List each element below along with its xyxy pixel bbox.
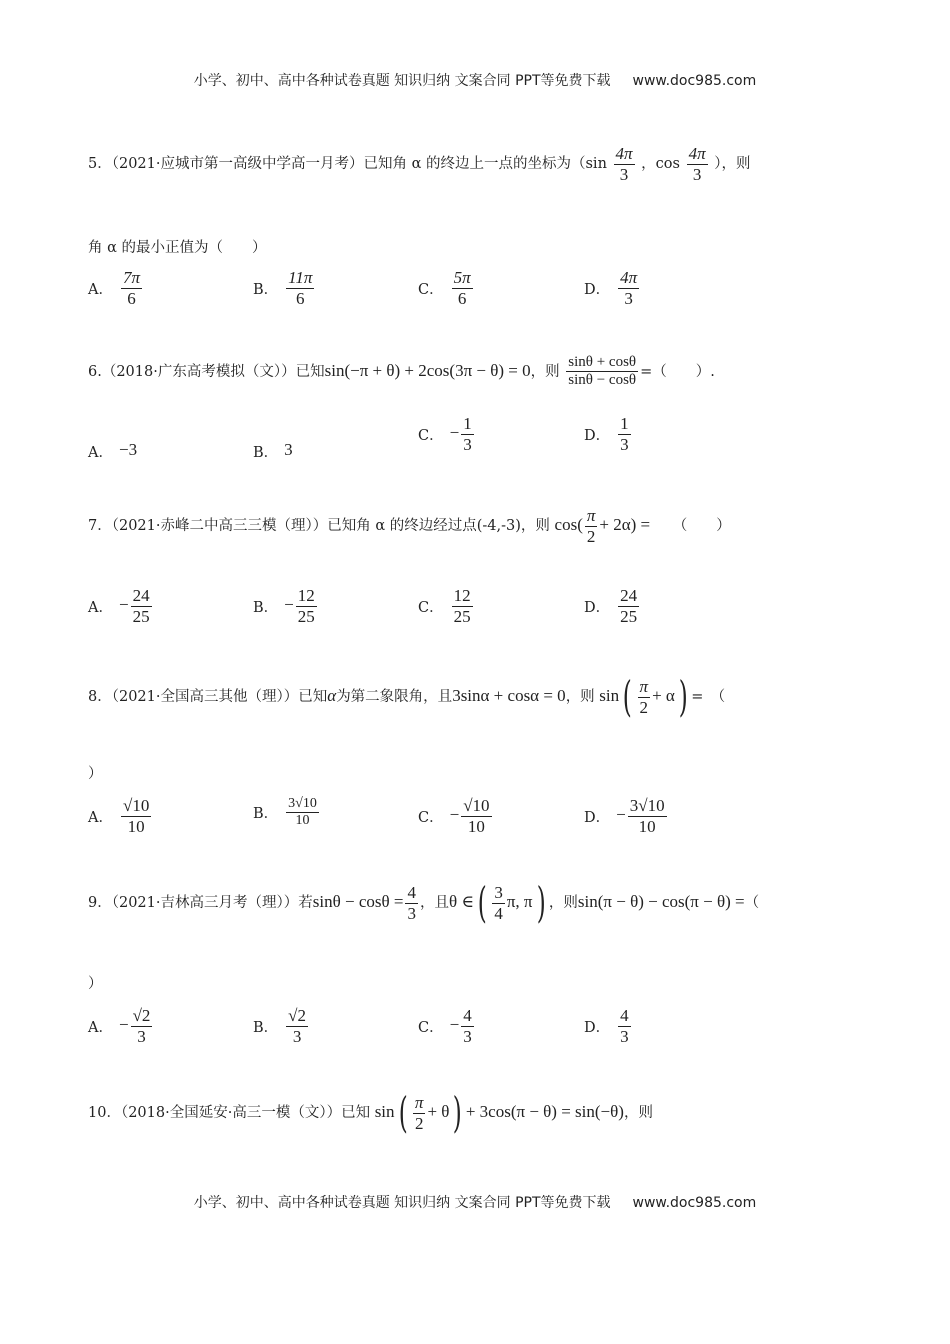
option-num: 4 xyxy=(463,1006,472,1025)
q6-tail: =（ ）. xyxy=(640,363,715,380)
option-label: C． xyxy=(418,599,444,616)
option-den: 3 xyxy=(620,1026,629,1046)
option-den: 10 xyxy=(467,816,485,836)
option-label: C． xyxy=(418,1019,444,1036)
q10-frac-num: π xyxy=(414,1092,424,1112)
footer-text: 小学、初中、高中各种试卷真题 知识归纳 文案合同 PPT等免费下载 xyxy=(193,1195,611,1211)
header-text: 小学、初中、高中各种试卷真题 知识归纳 文案合同 PPT等免费下载 xyxy=(193,73,611,89)
q5-frac-2 xyxy=(687,144,708,184)
option-frac xyxy=(452,268,473,308)
option-frac xyxy=(461,796,491,836)
q7-cos-post: + 2α) = xyxy=(599,515,651,535)
option-label: B． xyxy=(253,806,279,823)
q8-option-a[interactable] xyxy=(88,796,153,836)
option-sign: − xyxy=(449,805,460,825)
q6-text: 6.（2018·广东高考模拟（文））已知 xyxy=(88,363,325,380)
option-den: 10 xyxy=(638,816,656,836)
q9-frac-den: 3 xyxy=(407,903,416,923)
q5-frac-2-num: 4π xyxy=(688,144,706,163)
option-label: A． xyxy=(88,1019,113,1036)
option-den: 6 xyxy=(127,288,136,308)
q9-paren-close: ) xyxy=(536,878,546,927)
option-label: A． xyxy=(88,809,113,826)
q9-line2: ） xyxy=(88,976,103,992)
q10-tail: ，则 xyxy=(623,1105,653,1121)
q8-alpha: α xyxy=(327,686,337,705)
q9-eq-pre: sinθ − cosθ = xyxy=(312,892,404,911)
option-frac xyxy=(461,414,474,454)
q7-frac-num: π xyxy=(586,506,596,525)
q8-line2: ） xyxy=(88,766,103,782)
q8-sin-pre: sin xyxy=(599,686,620,705)
option-den: 3 xyxy=(463,1026,472,1046)
q6-frac-num: sinθ + cosθ xyxy=(566,354,638,372)
q10-sin-post: + θ xyxy=(427,1102,450,1121)
q5-comma: ，cos xyxy=(641,156,680,173)
option-sign: − xyxy=(616,805,626,825)
option-num: 3√10 xyxy=(629,796,665,815)
q8-mid: 为第二象限角，且 xyxy=(336,689,453,705)
q6-option-d[interactable] xyxy=(584,414,633,454)
option-frac xyxy=(461,1006,474,1046)
q8-paren-open: ( xyxy=(622,672,632,721)
q8-equation: 3sinα + cosα = 0 xyxy=(452,686,566,705)
q7-option-d[interactable] xyxy=(584,586,641,626)
option-num: √10 xyxy=(122,796,150,815)
option-label: B． xyxy=(253,444,279,461)
q8-frac-num: π xyxy=(639,676,649,696)
q7-tail: （ ） xyxy=(672,518,731,535)
option-den: 3 xyxy=(463,434,472,454)
option-frac xyxy=(131,586,152,626)
q8-frac xyxy=(638,677,651,717)
q9-set-frac-num: 3 xyxy=(494,882,503,902)
q7-frac-den: 2 xyxy=(586,526,596,546)
q10-frac xyxy=(413,1093,426,1133)
option-den: 10 xyxy=(127,816,145,836)
option-label: D． xyxy=(584,281,611,298)
option-frac xyxy=(618,268,639,308)
option-frac xyxy=(121,268,142,308)
option-den: 25 xyxy=(297,606,315,626)
q6-equation: sin(−π + θ) + 2cos(3π − θ) = 0 xyxy=(324,360,531,380)
q9-option-c[interactable] xyxy=(418,1006,476,1046)
option-sign: − xyxy=(284,595,294,615)
option-label: D． xyxy=(584,809,611,826)
option-frac xyxy=(286,796,319,829)
option-num: 24 xyxy=(132,586,150,605)
option-den: 3 xyxy=(292,1026,302,1046)
q9-paren-open: ( xyxy=(477,878,487,927)
option-label: A． xyxy=(88,444,113,461)
q7-frac xyxy=(585,506,598,546)
q7-option-c[interactable] xyxy=(418,586,475,626)
q5-frac-1-num: 4π xyxy=(615,144,633,163)
option-den: 3 xyxy=(624,288,633,308)
option-num: 24 xyxy=(620,586,638,605)
option-sign: − xyxy=(449,423,460,443)
option-den: 25 xyxy=(132,606,150,626)
option-frac xyxy=(618,1006,631,1046)
option-num: 1 xyxy=(620,414,629,433)
q6-option-c[interactable] xyxy=(418,414,476,454)
option-num: √2 xyxy=(288,1006,306,1025)
q5-line2: 角 α 的最小正值为（ ） xyxy=(88,240,267,256)
q8-sin-post: + α xyxy=(652,686,675,705)
q9-set-frac xyxy=(492,883,505,923)
q6-option-b[interactable] xyxy=(253,440,293,462)
q7-option-b[interactable] xyxy=(253,586,319,626)
q5-tail: ），则 xyxy=(714,156,751,173)
q9-tail: （ xyxy=(744,895,760,911)
option-frac xyxy=(131,1006,153,1046)
option-den: 25 xyxy=(453,606,471,626)
q9-frac-num: 4 xyxy=(407,882,416,902)
q8-text: 8．（2021·全国高三其他（理））已知 xyxy=(88,689,328,705)
q5-option-d[interactable] xyxy=(584,268,641,308)
option-frac xyxy=(121,796,151,836)
option-frac xyxy=(286,268,314,308)
option-num: 3√10 xyxy=(286,796,319,813)
q8-option-b[interactable] xyxy=(253,796,321,829)
option-num: 11π xyxy=(288,268,313,287)
q5-frac-2-den: 3 xyxy=(692,164,702,184)
q5-option-c[interactable] xyxy=(418,268,475,308)
option-num: 5π xyxy=(453,268,471,287)
q9-option-d[interactable] xyxy=(584,1006,633,1046)
q10-paren-open: ( xyxy=(398,1088,408,1137)
question-9 xyxy=(88,878,760,927)
option-num: √10 xyxy=(463,796,490,815)
q6-option-a[interactable] xyxy=(88,440,137,462)
option-label: B． xyxy=(253,281,279,298)
q10-paren-close: ) xyxy=(453,1088,463,1137)
q9-set-post: π, π xyxy=(506,892,533,911)
q9-set-frac-den: 4 xyxy=(494,903,503,923)
q5-option-b[interactable] xyxy=(253,268,316,308)
option-label: B． xyxy=(253,1019,279,1036)
option-label: B． xyxy=(253,599,279,616)
question-10 xyxy=(88,1088,653,1137)
q8-option-c[interactable] xyxy=(418,796,494,836)
option-label: C． xyxy=(418,809,444,826)
q6-then: ，则 xyxy=(530,363,560,380)
q5-option-a[interactable] xyxy=(88,268,144,308)
q5-frac-1-den: 3 xyxy=(619,164,629,184)
option-num: √2 xyxy=(132,1006,151,1025)
page-header xyxy=(0,70,950,90)
q10-rest: + 3cos(π − θ) = sin(−θ) xyxy=(465,1102,624,1121)
q9-option-b[interactable] xyxy=(253,1006,310,1046)
q9-text: 9．（2021·吉林高三月考（理））若 xyxy=(88,895,313,911)
option-frac xyxy=(628,796,667,836)
option-den: 3 xyxy=(620,434,629,454)
option-label: A． xyxy=(88,599,113,616)
q5-text: 5．（2021·应城市第一高级中学高一月考）已知角 α 的终边上一点的坐标为（sin xyxy=(88,156,607,173)
question-6 xyxy=(88,354,715,390)
option-den: 3 xyxy=(137,1026,146,1046)
option-label: D． xyxy=(584,599,611,616)
option-label: A． xyxy=(88,281,113,298)
q9-frac xyxy=(405,883,418,923)
q8-tail: = （ xyxy=(691,689,726,705)
option-num: 4π xyxy=(620,268,638,287)
footer-site[interactable]: www.doc985.com xyxy=(632,1195,757,1211)
question-8 xyxy=(88,672,726,721)
option-den: 25 xyxy=(620,606,638,626)
option-num: 12 xyxy=(297,586,315,605)
q9-set-pre: θ ∈ xyxy=(448,892,474,911)
q9-then: ，则 xyxy=(548,895,578,911)
q8-option-d[interactable] xyxy=(584,796,669,836)
option-frac xyxy=(618,414,631,454)
q6-frac-den: sinθ − cosθ xyxy=(568,372,637,389)
option-num: 12 xyxy=(453,586,471,605)
option-frac xyxy=(296,586,317,626)
option-label: C． xyxy=(418,427,444,444)
option-den: 10 xyxy=(295,813,310,829)
q9-equation-2: sin(π − θ) − cos(π − θ) = xyxy=(577,892,745,911)
q8-frac-den: 2 xyxy=(639,697,649,717)
option-label: D． xyxy=(584,1019,611,1036)
header-site[interactable]: www.doc985.com xyxy=(632,73,757,89)
option-sign: − xyxy=(118,595,129,615)
q9-and: ，且 xyxy=(419,895,449,911)
q9-option-a[interactable] xyxy=(88,1006,154,1046)
q5-frac-1 xyxy=(614,144,635,184)
q8-paren-close: ) xyxy=(678,672,688,721)
option-den: 6 xyxy=(296,288,305,308)
option-num: 7π xyxy=(122,268,141,287)
q10-frac-den: 2 xyxy=(414,1113,424,1133)
page-footer xyxy=(0,1192,950,1212)
option-label: C． xyxy=(418,281,444,298)
q8-then: ，则 xyxy=(565,689,595,705)
option-num: 1 xyxy=(463,414,472,433)
option-frac xyxy=(618,586,639,626)
option-value: −3 xyxy=(118,440,138,459)
option-sign: − xyxy=(449,1015,460,1035)
q6-frac xyxy=(566,354,638,390)
option-sign: − xyxy=(118,1015,129,1035)
option-value: 3 xyxy=(284,440,293,459)
question-7 xyxy=(88,506,731,546)
option-frac xyxy=(452,586,473,626)
option-den: 6 xyxy=(457,288,467,308)
q7-option-a[interactable] xyxy=(88,586,154,626)
option-frac xyxy=(286,1006,308,1046)
q10-sin-pre: sin xyxy=(374,1102,395,1121)
question-5 xyxy=(88,144,750,184)
option-num: 4 xyxy=(620,1006,629,1025)
q7-text: 7．（2021·赤峰二中高三三模（理））已知角 α 的终边经过点(-4,-3)，则 xyxy=(88,518,550,535)
option-label: D． xyxy=(584,427,611,444)
q7-cos-pre: cos( xyxy=(554,515,583,535)
q10-text: 10．（2018·全国延安·高三一模（文））已知 xyxy=(88,1105,371,1121)
